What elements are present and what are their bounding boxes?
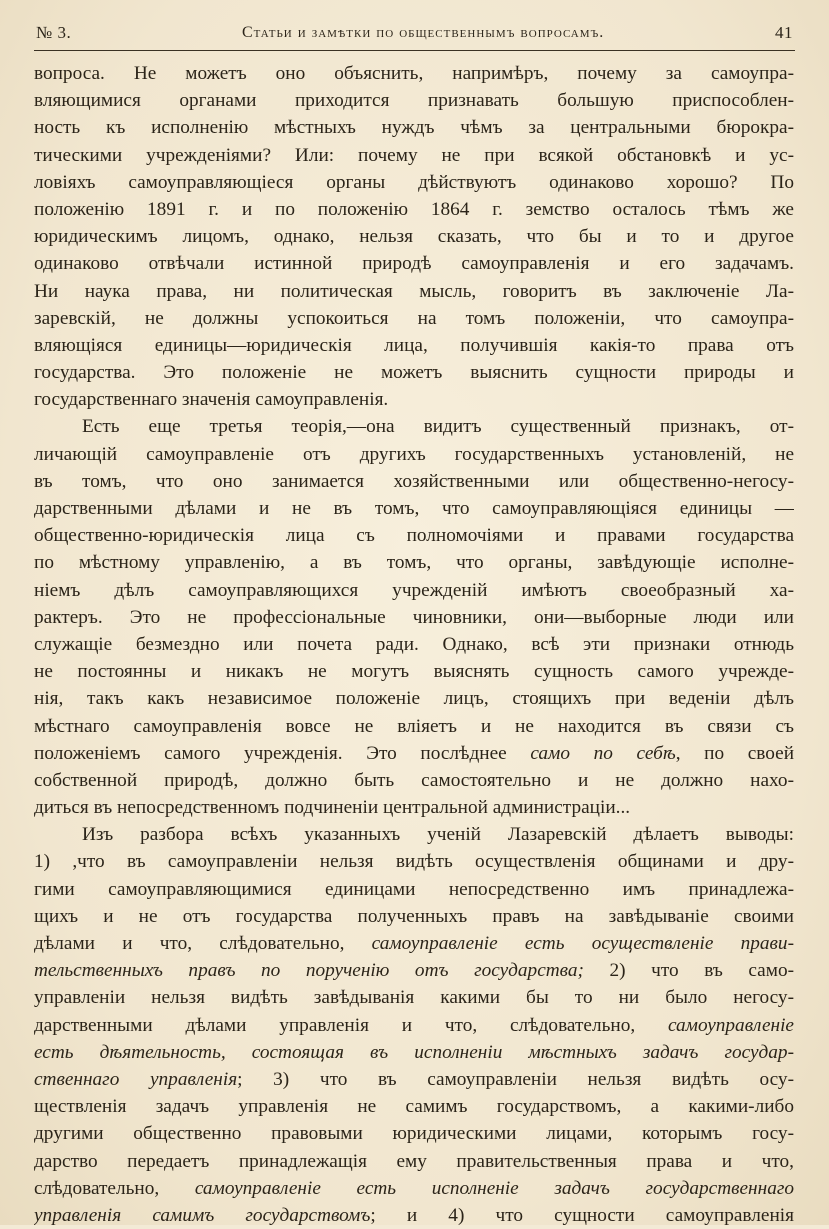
- text-segment: Изъ разбора всѣхъ указанныхъ ученій Лазаревскій дѣлаетъ выводы:: [82, 824, 794, 846]
- italic-segment: тельственныхъ правъ по порученію отъ государства;: [34, 960, 584, 982]
- text-line: [34, 1120, 794, 1147]
- italic-segment: ственнаго управленія: [34, 1068, 238, 1090]
- issue-number: № 3.: [36, 23, 72, 42]
- text-line: [34, 577, 794, 604]
- text-segment: не постоянны и никакъ не могутъ выяснять сущность самого учрежде-: [34, 661, 794, 683]
- text-line: [34, 685, 794, 712]
- text-line: [34, 522, 794, 549]
- text-line: [34, 142, 794, 169]
- text-line: [34, 413, 794, 440]
- text-line: [34, 223, 794, 250]
- text-segment: ность къ исполненію мѣстныхъ нуждъ чѣмъ за центральными бюрокра-: [34, 117, 794, 139]
- text-line: [34, 114, 794, 141]
- text-segment: , по своей: [675, 742, 794, 764]
- text-segment: рактеръ. Это не профессіональные чиновники, они—выборные люди или: [34, 606, 794, 628]
- text-segment: служащіе безмездно или почета ради. Однако, всѣ эти признаки отнюдь: [34, 633, 794, 655]
- text-segment: вопроса. Не можетъ оно объяснить, напримѣръ, почему за самоупра-: [34, 63, 794, 84]
- text-segment: 2) что въ само-: [583, 960, 794, 982]
- text-line: [34, 441, 794, 468]
- text-line: [34, 984, 794, 1011]
- text-line: [34, 876, 794, 903]
- text-segment: государства. Это положеніе не можетъ выяснить сущности природы и: [34, 362, 794, 384]
- text-segment: другими общественно правовыми юридическими лицами, которымъ госу-: [34, 1123, 794, 1145]
- italic-segment: самоуправленіе есть осуществленіе прави-: [371, 933, 794, 954]
- text-segment: диться въ непосредственномъ подчиненіи центральной администраціи...: [34, 797, 631, 819]
- text-segment: Есть еще третья теорія,—она видитъ существенный признакъ, от-: [82, 416, 794, 438]
- italic-segment: управленія самимъ государствомъ: [34, 1204, 371, 1226]
- text-segment: слѣдовательно,: [34, 1177, 195, 1199]
- text-segment: ществленія задачъ управленія не самимъ государствомъ, а какими-либо: [34, 1096, 794, 1118]
- text-line: [34, 468, 794, 495]
- text-line: [34, 631, 794, 658]
- article-body: [34, 60, 794, 1229]
- text-segment: ніемъ дѣлъ самоуправляющихся учрежденій имѣютъ своеобразный ха-: [34, 579, 794, 601]
- text-segment: положенію 1891 г. и по положенію 1864 г. земство осталось тѣмъ же: [34, 198, 794, 220]
- text-line: [34, 87, 794, 114]
- text-segment: въ томъ, что оно занимается хозяйственными или общественно-негосу-: [34, 470, 794, 492]
- text-line: [34, 305, 794, 332]
- text-segment: гими самоуправляющимися единицами непосредственно имъ принадлежа-: [34, 878, 794, 900]
- text-segment: щихъ и не отъ государства полученныхъ правъ на завѣдываніе своими: [34, 905, 794, 927]
- text-segment: ; 3) что въ самоуправленіи нельзя видѣть осу-: [237, 1068, 794, 1090]
- italic-segment: само по себѣ: [530, 742, 676, 764]
- text-line: [34, 848, 794, 875]
- text-line: [34, 549, 794, 576]
- text-line: [34, 903, 794, 930]
- text-segment: дарственными дѣлами управленія и что, слѣдовательно,: [34, 1014, 668, 1036]
- text-segment: ; и 4) что сущности самоуправленія: [370, 1204, 794, 1226]
- italic-segment: есть дѣятельность, состоящая въ исполненіи мѣстныхъ задачъ государ-: [34, 1041, 794, 1063]
- text-line: [34, 278, 794, 305]
- text-segment: дарство передаетъ принадлежащія ему правительственныя права и что,: [34, 1150, 794, 1172]
- section-title: Статьи и замѣтки по общественнымъ вопросамъ.: [241, 24, 605, 41]
- text-line: [34, 169, 794, 196]
- text-line: [34, 1148, 794, 1175]
- text-line: [34, 1012, 794, 1039]
- text-line: [34, 658, 794, 685]
- text-line: [34, 794, 794, 821]
- text-segment: одинаково отвѣчали истинной природѣ самоуправленія и его задачамъ.: [34, 253, 794, 275]
- text-segment: Ни наука права, ни политическая мысль, говоритъ въ заключеніе Ла-: [34, 280, 794, 302]
- text-segment: по мѣстному управленію, а въ томъ, что органы, завѣдующіе исполне-: [34, 552, 794, 574]
- text-line: [34, 1093, 794, 1120]
- text-segment: собственной природѣ, должно быть самостоятельно и не должно нахо-: [34, 769, 794, 791]
- text-line: [34, 957, 794, 984]
- text-segment: заревскій, не должны успокоиться на томъ положеніи, что самоупра-: [34, 307, 794, 329]
- text-segment: вляющіяся единицы—юридическія лица, получившія какія-то права отъ: [34, 334, 794, 356]
- text-line: [34, 1039, 794, 1066]
- text-line: [34, 1066, 794, 1093]
- text-segment: общественно-юридическія лица съ полномочіями и правами государства: [34, 525, 794, 547]
- text-segment: мѣстнаго самоуправленія вовсе не вліяетъ и не находится въ связи съ: [34, 715, 794, 737]
- text-segment: личающій самоуправленіе отъ другихъ государственныхъ установленій, не: [34, 443, 794, 465]
- text-segment: дарственными дѣлами и не въ томъ, что самоуправляющіяся единицы —: [34, 498, 794, 519]
- text-line: [34, 1175, 794, 1202]
- text-line: [34, 604, 794, 631]
- text-line: [34, 196, 794, 223]
- text-line: [34, 495, 794, 522]
- page-number: 41: [774, 23, 793, 42]
- text-segment: положеніемъ самого учрежденія. Это послѣднее: [34, 742, 531, 764]
- italic-segment: самоуправленіе есть исполненіе задачъ государственнаго: [194, 1177, 794, 1199]
- header-rule: [34, 50, 795, 51]
- running-header: [36, 18, 793, 48]
- text-segment: 1) ,что въ самоуправленіи нельзя видѣть осуществленія общинами и дру-: [34, 851, 794, 873]
- text-segment: дѣлами и что, слѣдовательно,: [34, 933, 372, 954]
- text-line: [34, 60, 794, 87]
- text-line: [34, 332, 794, 359]
- text-line: [34, 821, 794, 848]
- text-line: [34, 767, 794, 794]
- text-segment: нія, такъ какъ независимое положеніе лицъ, стоящихъ при веденіи дѣлъ: [34, 688, 794, 710]
- text-line: [34, 250, 794, 277]
- text-line: [34, 930, 794, 957]
- text-line: [34, 740, 794, 767]
- text-segment: управленіи нельзя видѣть завѣдыванія какими бы то ни было негосу-: [34, 987, 794, 1009]
- italic-segment: самоуправленіе: [667, 1014, 794, 1036]
- text-segment: вляющимися органами приходится признавать большую приспособлен-: [34, 90, 794, 112]
- text-segment: государственнаго значенія самоуправленія.: [34, 389, 389, 411]
- text-segment: тическими учрежденіями? Или: почему не при всякой обстановкѣ и ус-: [34, 144, 794, 166]
- text-segment: юридическимъ лицомъ, однако, нельзя сказать, что бы и то и другое: [34, 226, 794, 248]
- text-line: [34, 713, 794, 740]
- text-line: [34, 359, 794, 386]
- text-segment: ловіяхъ самоуправляющіеся органы дѣйствуютъ одинаково хорошо? По: [34, 171, 794, 193]
- text-line: [34, 386, 794, 413]
